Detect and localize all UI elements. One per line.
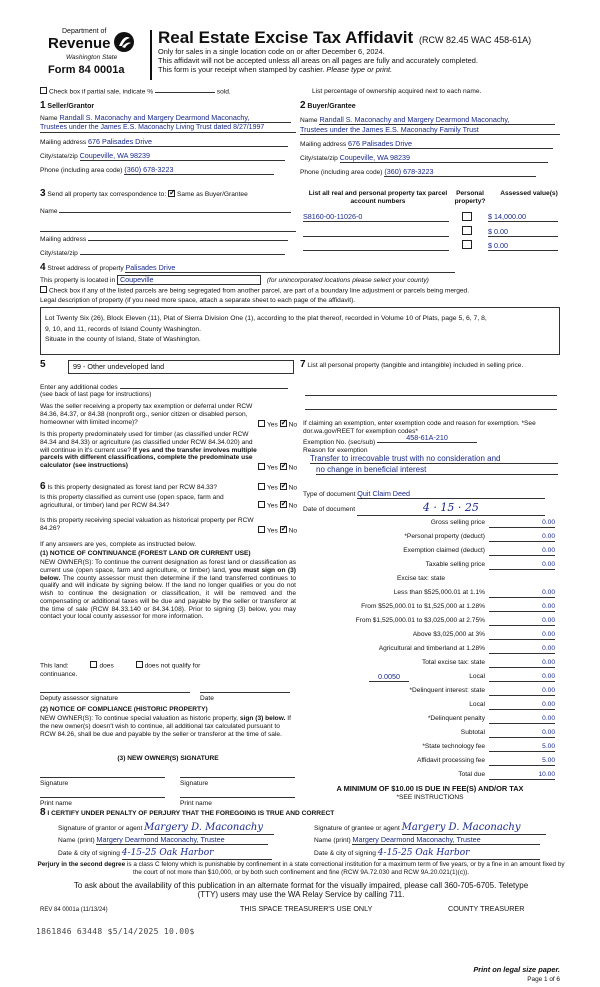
price-label: Total excise tax: state [421,659,485,666]
notice-3-row [158,66,478,75]
local-rate[interactable]: 0.0050 [369,673,409,682]
seller-mailing[interactable]: 676 Palisades Drive [88,138,288,147]
notice1-text-b: The county assessor must then determine if the land transferred continues to qualify and will indicate by signing below. If the land no longer qualifies or you do not wish to continue the designation or classification, it will be removed and the compensating or additional taxes will be due and payable by the seller or transferor at the time of sale (RCW 84.33.140 or 84.34.108). Prior to signing (3) below, you may contact your local county assessor for more information. [40,574,296,621]
section4-street-row [40,262,455,274]
price-row [305,715,555,725]
price-label: Local [469,701,485,708]
section6-q3-answers [258,527,297,535]
section5-q1-yes-label: Yes [267,421,278,429]
buyer-phone-label: Phone (including area code) [300,169,383,176]
seller-mailing-label: Mailing address [40,139,87,146]
price-value[interactable]: 0.00 [489,715,555,724]
section5-q2-yes-checkbox[interactable] [258,463,265,470]
legal-description-box[interactable] [40,307,560,355]
price-value[interactable]: 0.00 [489,561,555,570]
grantee-name[interactable]: Margery Dearmond Maconachy, Trustee [352,836,540,845]
land-does-checkbox[interactable] [90,661,97,668]
owner-print-label-2: Print name [180,800,212,807]
price-value[interactable]: 0.00 [489,659,555,668]
cashier-stamp: 1861846 63448 $5/14/2025 10.00$ [36,927,195,936]
price-row [305,533,555,543]
parcel-col-header-2: Personal property? [454,190,486,205]
doc-date[interactable]: 4 · 15 · 25 [357,502,545,516]
dept-line1: Department of [62,28,107,35]
price-value[interactable]: 0.00 [489,589,555,598]
grantee-signature[interactable]: Margery D. Maconachy [402,822,546,835]
same-as-buyer-checkbox[interactable] [168,190,175,197]
buyer-mailing-row [300,140,560,149]
section5-q2-bold: If yes and the transfer involves multiple parcels with different classifications, complete the predominate use calculator (see instructions) [40,446,257,470]
located-row [40,275,429,285]
section6-q1-answers [258,484,297,492]
legal-line-1: Lot Twenty Six (26), Block Eleven (11), Plat of Sierra Division One (1), according to the plat thereof, recorded in Volume 10 of Plats, page 5, 6, 7, 8, [45,315,487,322]
partial-sale-label: Check box if partial sale, indicate % [49,88,154,96]
price-label: From $1,525,000.01 to $3,025,000 at 2.75% [355,617,485,624]
price-value[interactable]: 0.00 [489,729,555,738]
section6-q3: Is this property receiving special valuation as historical property per RCW 84.26? [40,517,254,532]
seller-name-line2[interactable]: Trustees under the James E.S. Maconachy Living Trust dated 8/27/1997 [40,124,296,133]
section6-q3-yes-checkbox[interactable] [258,526,265,533]
deputy-signature-label: Deputy assessor signature [40,695,119,702]
minimum-note: A MINIMUM OF $10.00 IS DUE IN FEE(S) AND/OR TAX [336,784,524,793]
price-row [305,659,555,669]
perjury-notice [34,861,568,876]
parcel-number-1[interactable]: S8160-00-11026-0 [303,213,449,222]
price-label: Agricultural and timberland at 1.28% [378,645,485,652]
notice1-text [40,559,296,621]
doc-type-label: Type of document [303,491,356,498]
price-label: Gross selling price [430,519,485,526]
buyer-city[interactable]: Coupeville, WA 98239 [340,154,548,163]
segregated-row [40,287,469,295]
section5-q2: Is this property predominately used for timber (as classified under RCW 84.34 and 84.33) or agriculture (as classified under RCW 84.34.020) and will continue in it's current use? [40,431,253,454]
notice2-text-b: If the new owner(s) doesn't wish to continue, all additional tax calculated pursuant to RCW 84.26, shall be due and payable by the seller or transferor at the time of sale. [40,715,291,738]
parcel-col-header-3: Assessed value(s) [500,190,558,197]
price-label: Total due [458,771,485,778]
dor-logo-block [40,28,140,80]
price-label: Exemption claimed (deduct) [403,547,485,554]
section6-q3-no-checkbox[interactable] [280,526,287,533]
seller-name-label: Name [40,115,58,122]
seller-heading-num: 1 [40,100,46,111]
section5-q1-no-checkbox[interactable] [280,420,287,427]
price-row [305,743,555,753]
grantee-sig-row [314,822,546,835]
section3-num: 3 [40,188,46,199]
notice2-bold: sign (3) below. [239,715,286,722]
dor-logo-icon [113,31,135,53]
buyer-name-line2[interactable]: Trustees under the James E.S. Maconachy Family Trust [300,126,560,135]
additional-codes-label: Enter any additional codes [40,384,118,391]
section6-q2-yes-checkbox[interactable] [258,501,265,508]
buyer-heading [300,100,356,112]
grantor-date-label: Date & city of signing [58,850,120,857]
buyer-city-label: City/state/zip [300,155,338,162]
section5-q2-no-label: No [288,464,298,472]
section6-q2-no-checkbox[interactable] [280,501,287,508]
section6-q2: Is this property classified as current use (open space, farm and agricultural, or timber) land per RCW 84.34? [40,494,224,509]
form-title-row [158,28,531,48]
price-label: Local [469,673,485,680]
rev-number: REV 84 0001a (11/13/24) [40,907,108,913]
reason-label: Reason for exemption [303,447,368,454]
seller-city-label: City/state/zip [40,153,78,160]
reason-line-1[interactable]: Transfer to irrecovable trust with no consideration and [310,454,558,464]
grantor-sig-label: Signature of grantor or agent [58,825,143,832]
notice1-text-a: NEW OWNER(S): To continue the current designation as forest land or classification as current use (open space, farm and agriculture, or timber) land, [40,559,296,574]
grantee-name-row [314,836,540,845]
price-value[interactable]: 0.00 [489,603,555,612]
grantor-name-label: Name (print) [58,837,95,844]
land-does-not-checkbox[interactable] [136,661,143,668]
form-number: Form 84 0001a [48,64,125,76]
alt-format-notice [34,881,568,899]
seller-name-row [40,114,296,123]
buyer-mailing-label: Mailing address [300,141,347,148]
section3-name-line2[interactable] [40,224,296,232]
section5-q2-no-checkbox[interactable] [280,463,287,470]
price-row [305,701,555,711]
legal-size-note: Print on legal size paper. [473,965,560,974]
doc-date-row [303,502,545,516]
parcel-number-3[interactable] [303,242,449,251]
price-row [305,561,555,571]
price-value[interactable]: 0.00 [489,645,555,654]
partial-sale-checkbox[interactable] [40,87,47,94]
buyer-heading-label: Buyer/Grantee [307,103,356,110]
street-label: Street address of property [47,265,124,272]
seller-phone[interactable]: (360) 678-3223 [124,166,274,175]
notice1-bold: you must sign on (3) below. [40,566,296,582]
section3-heading [40,188,248,200]
legal-label: Legal description of property (if you need more space, attach a separate sheet to each page of the affidavit). [40,297,356,304]
section5-q2-block [40,431,258,470]
price-row [305,631,555,641]
section5-num: 5 [40,359,46,370]
section3-text: Send all property tax correspondence to: [47,191,167,198]
personal-property-line-1[interactable] [305,388,557,396]
price-row [305,617,555,627]
owner-signature-line-2[interactable] [180,770,295,778]
section6-q1: Is this property designated as forest land per RCW 84.33? [47,484,218,491]
partial-sale-suffix: sold. [216,88,231,96]
reason-line-2[interactable]: no change in beneficial interest [316,465,558,475]
section8-certify: I CERTIFY UNDER PENALTY OF PERJURY THAT THE FOREGOING IS TRUE AND CORRECT [47,810,335,817]
seller-name-line1[interactable]: Randall S. Maconachy and Margery Dearmond Maconachy, [59,114,291,123]
grantor-date[interactable]: 4-15-25 Oak Harbor [122,848,272,860]
page-number: Page 1 of 6 [527,976,560,983]
grantee-sig-label: Signature of grantee or agent [314,825,400,832]
owner-signature-label-2: Signature [180,780,209,787]
price-label: *State technology fee [422,743,485,750]
see-instructions: *SEE INSTRUCTIONS [396,794,464,801]
legal-line-3: Situate in the county of Island, State of Washington. [45,336,201,344]
doc-type[interactable]: Quit Claim Deed [357,490,545,499]
notice1-title: (1) NOTICE OF CONTINUANCE (FOREST LAND OR CURRENT USE) [40,550,251,557]
doc-date-label: Date of document [303,506,356,513]
seller-city-row [40,152,296,161]
section5-q2-yes-label: Yes [267,464,278,472]
seller-phone-row [40,166,296,175]
notice3-title: (3) NEW OWNER(S) SIGNATURE [117,755,219,762]
treasurer-only: THIS SPACE TREASURER'S USE ONLY [240,904,373,913]
price-label: Excise tax: state [396,575,445,582]
buyer-phone-row [300,168,560,177]
deputy-date-line[interactable] [200,692,290,693]
owner-print-line-1[interactable] [40,790,165,798]
land-does-label: does [99,662,114,670]
price-row [305,645,555,655]
section6-num: 6 [40,481,46,492]
price-row [305,603,555,613]
price-row [305,589,555,599]
price-value[interactable]: 5.00 [489,743,555,752]
this-land-label: This land: [40,662,69,670]
notice-3-italic: Please type or print. [326,64,393,74]
price-row [305,757,555,767]
doc-type-row [303,490,545,499]
buyer-name-line1[interactable]: Randall S. Maconachy and Margery Dearmond Maconachy, [319,116,555,125]
price-value[interactable]: 0.00 [489,687,555,696]
grantee-date-label: Date & city of signing [314,850,376,857]
section8-heading [40,807,334,819]
section5-q1: Was the seller receiving a property tax exemption or deferral under RCW 84.36, 84.37, or 84.38 (nonprofit org., senior citizen or disabled person, homeowner with limited income)? [40,403,253,426]
form-title-ref: (RCW 82.45 WAC 458-61A) [418,35,532,45]
section6-q2-answers [258,502,297,510]
price-row [305,575,555,585]
notice-1: Only for sales in a single location code on or after December 6, 2024. [158,47,385,56]
seller-phone-label: Phone (including area code) [40,167,123,174]
ownership-note: List percentage of ownership acquired next to each name. [312,88,482,95]
price-row [305,771,555,781]
price-value[interactable]: 10.00 [489,771,555,780]
price-value[interactable]: 0.00 [489,519,555,528]
section3-city-row [40,248,296,258]
price-value[interactable]: 0.00 [489,701,555,710]
section5-q1-yes-checkbox[interactable] [258,420,265,427]
section3-mailing-label: Mailing address [40,236,87,243]
section6-q1-yes-label: Yes [267,484,278,492]
price-value[interactable]: 5.00 [489,757,555,766]
seller-mailing-row [40,138,296,147]
seller-city[interactable]: Coupeville, WA 98239 [80,152,285,161]
header-notices [158,48,478,75]
exemption-no-label: Exemption No. (sec/sub) [303,439,376,446]
grantor-sig-row [58,822,274,835]
parcel-col-header-1: List all real and personal property tax parcel account numbers [308,190,448,205]
segregated-checkbox[interactable] [40,286,47,293]
price-row [305,729,555,739]
price-value[interactable]: 0.00 [489,533,555,542]
grantee-date[interactable]: 4-15-25 Oak Harbor [378,848,540,860]
price-label: Subtotal [460,729,485,736]
section4-num: 4 [40,262,46,273]
continuance-label: continuance. [40,671,78,678]
price-row [305,519,555,529]
partial-sale-field[interactable] [155,92,215,93]
price-label: *Personal property (deduct) [404,533,485,540]
notice2-text-a: NEW OWNER(S): To continue special valuation as historic property, [40,715,239,722]
exemption-text: If claiming an exemption, enter exemption code and reason for exemption. *See dor.wa.gov/REET for exemption codes* [303,420,536,435]
price-value[interactable]: 0.00 [489,673,555,682]
price-label: *Delinquent interest: state [409,687,485,694]
price-row [305,547,555,557]
grantee-name-label: Name (print) [314,837,351,844]
located-note: (for unincorporated locations please select your county) [266,277,429,284]
grantee-date-row [314,848,540,860]
perjury-text: is a class C felony which is punishable by confinement in a state correctional institution for a maximum term of five years, or by a fine in an amount fixed by the court of not more than $10,000, or by both such confinement and fine (RCW 9A.72.030 and RCW 9A.20.021(1)(c)). [126,861,565,876]
personal-property-line-2[interactable] [305,402,557,410]
land-use-select[interactable]: 99 - Other undeveloped land [68,360,294,374]
exemption-no[interactable]: 458-61A-210 [377,434,477,443]
alt-format-line-2: (TTY) users may use the WA Relay Service by calling 711. [197,890,405,900]
notice2-text [40,715,296,738]
section3-city-field[interactable] [80,248,285,255]
section6-q2-no-label: No [288,502,298,510]
deputy-signature-line[interactable] [40,692,190,693]
notice-2: This affidavit will not be accepted unless all areas on all pages are fully and accurately completed. [158,55,478,65]
grantor-signature[interactable]: Margery D. Maconachy [144,822,274,835]
dept-line3: Washington State [66,54,118,61]
grantor-name[interactable]: Margery Dearmond Maconachy, Trustee [96,836,268,845]
section6-if-yes: If any answers are yes, complete as instructed below. [40,541,197,548]
price-label: Less than $525,000.01 at 1.1% [393,589,485,596]
deputy-date-label: Date [200,695,214,702]
grantor-name-row [58,836,268,845]
section3-name-label: Name [40,208,58,215]
personal-property-checkbox-3[interactable] [462,240,472,249]
price-row [305,687,555,697]
notice-3: This form is your receipt when stamped by cashier. [158,64,325,74]
section6-q2-yes-label: Yes [267,502,278,510]
county-treasurer: COUNTY TREASURER [448,904,525,913]
section5-q1-no-label: No [288,421,298,429]
price-label: Affidavit processing fee [416,757,485,764]
section3-mailing-field[interactable] [88,234,288,241]
seller-heading [40,100,94,112]
parcel-number-2[interactable] [303,228,449,237]
same-as-buyer-label: Same as Buyer/Grantee [177,191,248,198]
owner-print-label-1: Print name [40,800,72,807]
section6-q1-no-checkbox[interactable] [280,483,287,490]
price-label: *Delinquent penalty [427,715,485,722]
buyer-mailing[interactable]: 676 Palisades Drive [348,140,553,149]
notice2-title: (2) NOTICE OF COMPLIANCE (HISTORIC PROPERTY) [40,706,208,713]
assessed-value-1[interactable]: $ 14,000.00 [488,213,558,222]
assessed-value-2[interactable]: $ 0.00 [488,228,558,237]
price-row [305,673,555,683]
price-label: Taxable selling price [425,561,485,568]
price-value[interactable]: 0.00 [489,547,555,556]
segregated-label: Check box if any of the listed parcels are being segregated from another parcel, are part of a boundary line adjustment or parcels being merged. [49,287,470,295]
alt-format-line-1: To ask about the availability of this publication in an alternate format for the visually impaired, please call 360-705-6705. Teletype [73,881,529,890]
section7-num: 7 [300,359,306,370]
price-label: Above $3,025,000 at 3% [412,631,485,638]
section5-q1-answers [258,421,297,429]
this-land-row [40,662,200,670]
section6-q3-yes-label: Yes [267,527,278,535]
section6-q1-row [40,481,258,493]
partial-sale-row [40,88,231,96]
personal-property-checkbox-1[interactable] [462,212,472,221]
additional-codes-note: (see back of last page for instructions) [40,391,152,398]
grantor-date-row [58,848,272,860]
street-address[interactable]: Palisades Drive [125,264,455,273]
section6-q1-yes-checkbox[interactable] [258,483,265,490]
buyer-phone[interactable]: (360) 678-3223 [384,168,536,177]
buyer-name-label: Name [300,117,318,124]
section8-num: 8 [40,807,46,818]
header-divider [150,30,152,80]
owner-print-line-2[interactable] [180,790,295,798]
owner-signature-line-1[interactable] [40,770,165,778]
additional-codes-field[interactable] [120,382,288,389]
section3-name-row [40,206,296,216]
price-label: From $525,000.01 to $1,525,000 at 1.28% [361,603,485,610]
assessed-value-3[interactable]: $ 0.00 [488,242,558,251]
land-does-not-label: does not qualify for [144,662,201,670]
owner-signature-label-1: Signature [40,780,69,787]
form-title: Real Estate Excise Tax Affidavit [158,28,414,47]
buyer-heading-num: 2 [300,100,306,111]
seller-heading-label: Seller/Grantor [47,103,95,110]
legal-line-2: 9, 10, and 11, records of Island County Washington. [45,325,202,333]
section3-name-field[interactable] [59,206,291,213]
located-select[interactable]: Coupeville [117,275,261,285]
section5-q2-answers [258,464,297,472]
personal-property-checkbox-2[interactable] [462,226,472,235]
price-value[interactable]: 0.00 [489,617,555,626]
section7-text: List all personal property (tangible and intangible) included in selling price. [307,362,524,369]
perjury-bold: Perjury in the second degree [37,861,126,868]
buyer-city-row [300,154,560,163]
section6-q1-no-label: No [288,484,298,492]
section3-mailing-row [40,234,296,244]
price-value[interactable]: 0.00 [489,631,555,640]
section3-city-label: City/state/zip [40,250,78,257]
dept-line2: Revenue [48,35,111,52]
section6-q3-no-label: No [288,527,298,535]
located-label: This property is located in [40,277,116,284]
section7-row [300,359,560,371]
